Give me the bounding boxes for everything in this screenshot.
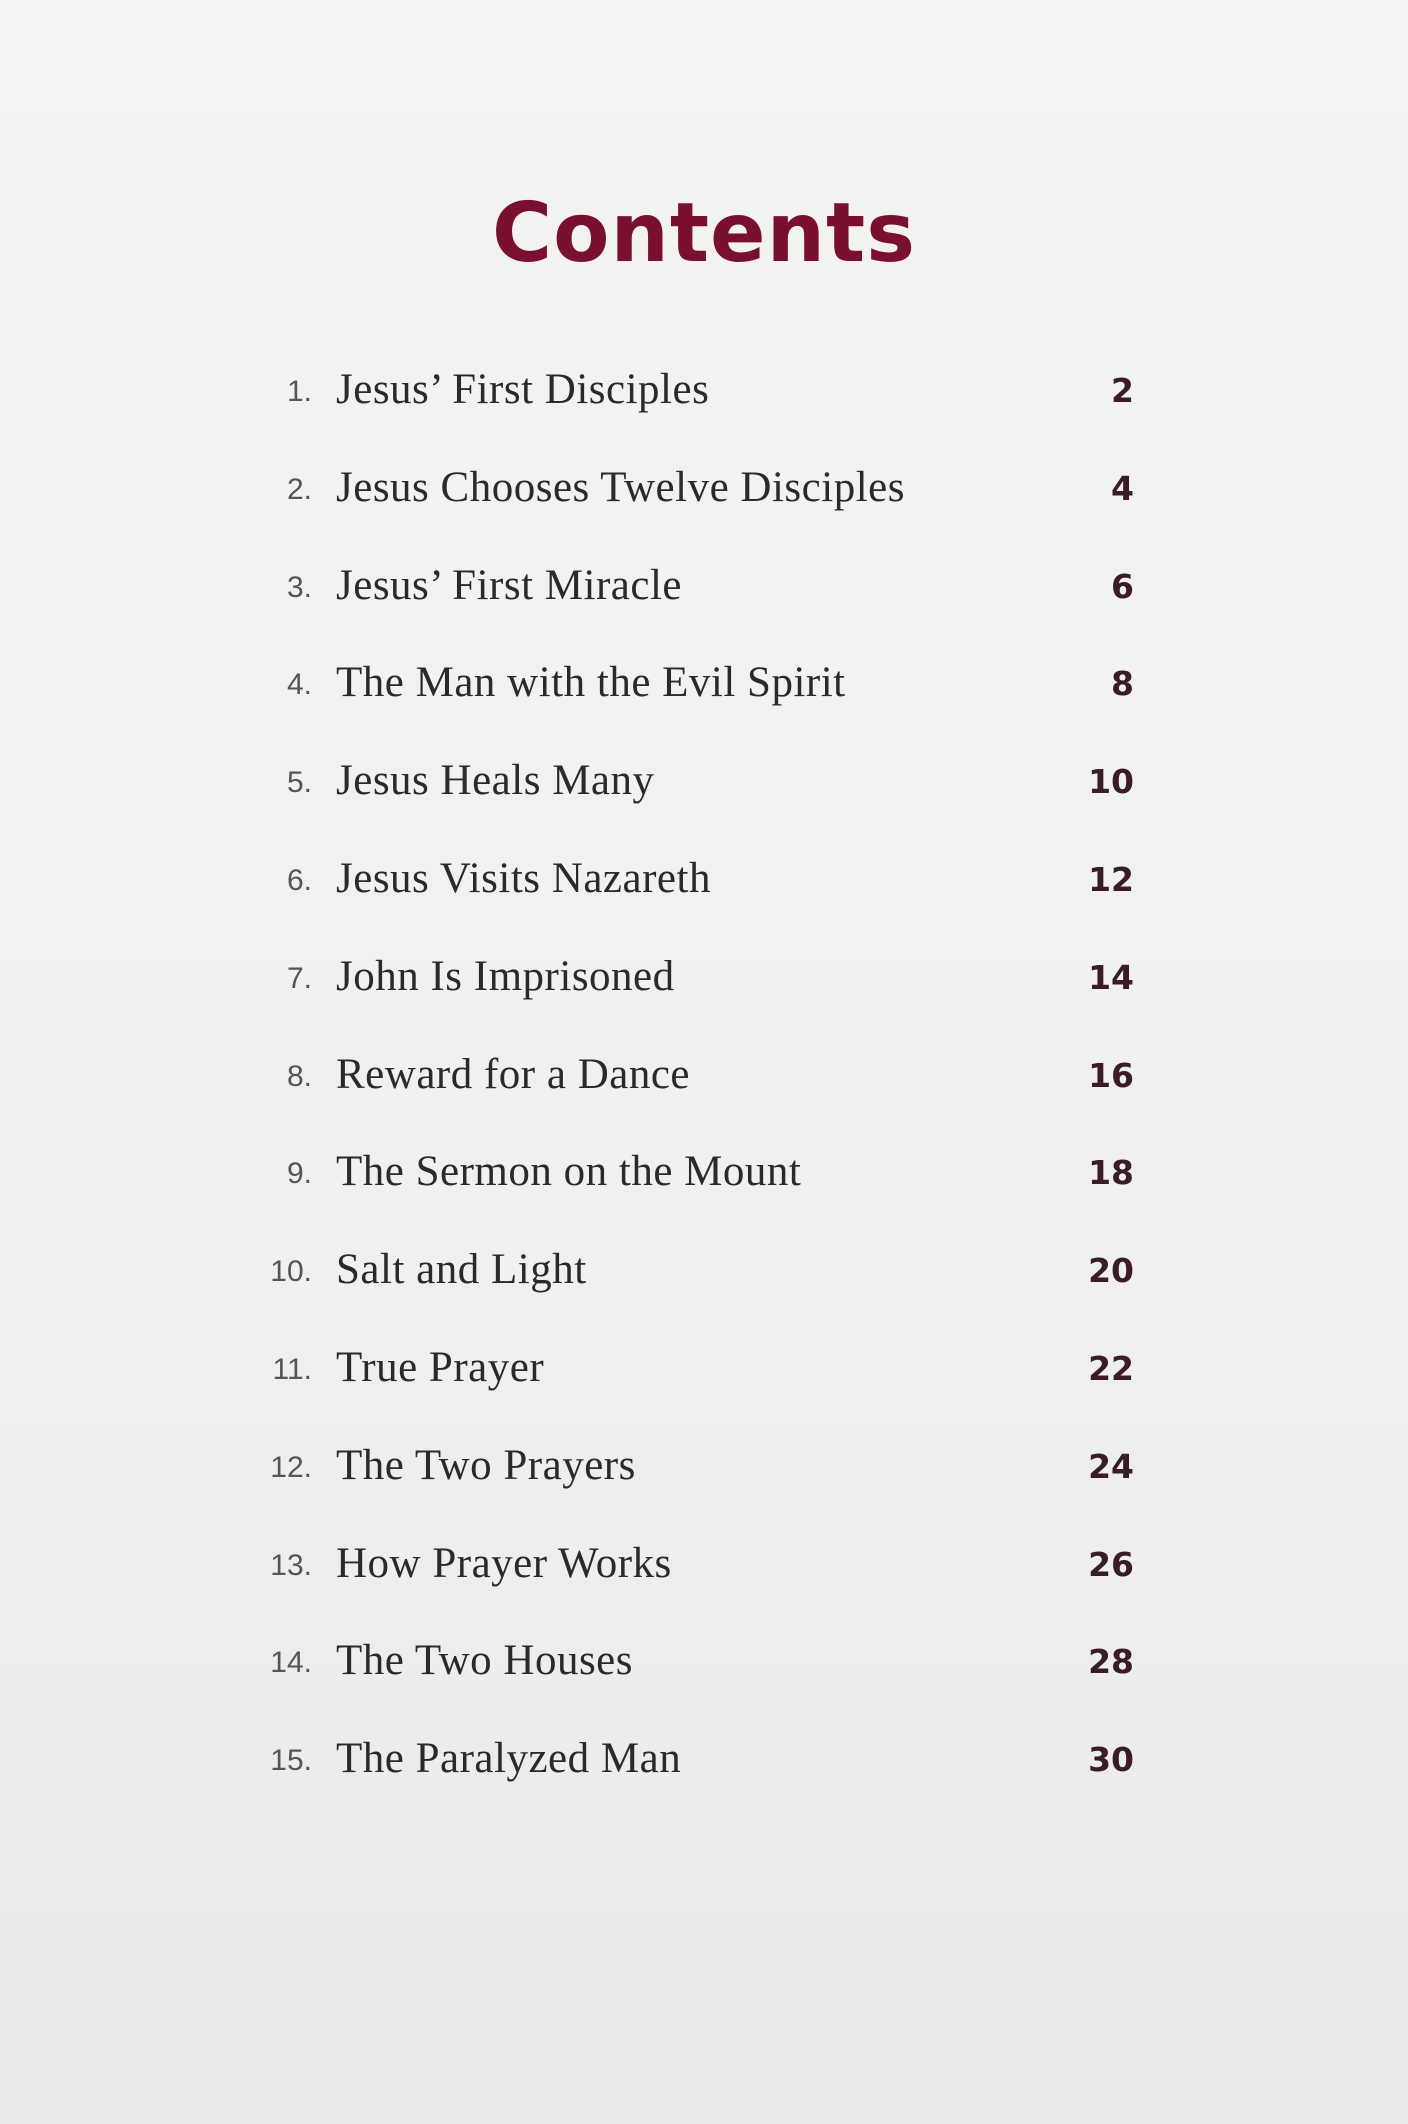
toc-entry	[0, 1050, 1408, 1110]
entry-number: 1.	[286, 375, 312, 408]
entry-title: The Two Prayers	[336, 1442, 636, 1489]
entry-title: Jesus’ First Disciples	[336, 366, 710, 413]
entry-page-number: 4	[1111, 469, 1134, 508]
entry-number: 15.	[270, 1744, 312, 1777]
entry-title: How Prayer Works	[336, 1540, 672, 1587]
entry-page-number: 14	[1088, 958, 1134, 997]
toc-entry	[0, 1245, 1408, 1305]
entry-title: Salt and Light	[336, 1246, 587, 1293]
entry-title: Reward for a Dance	[336, 1051, 691, 1098]
entry-number: 3.	[286, 571, 312, 604]
toc-entry	[0, 365, 1408, 425]
entry-number: 4.	[286, 668, 312, 701]
toc-entry	[0, 1734, 1408, 1794]
toc-entry	[0, 854, 1408, 914]
entry-title: True Prayer	[336, 1344, 545, 1391]
entry-title: The Paralyzed Man	[336, 1735, 682, 1782]
entry-number: 9.	[286, 1157, 312, 1190]
entry-number: 12.	[270, 1451, 312, 1484]
toc-entry	[0, 1343, 1408, 1403]
toc-entry	[0, 1441, 1408, 1501]
entry-page-number: 10	[1088, 762, 1134, 801]
entry-number: 13.	[270, 1549, 312, 1582]
toc-entry	[0, 658, 1408, 718]
entry-page-number: 12	[1088, 860, 1134, 899]
entry-title: Jesus’ First Miracle	[336, 562, 682, 609]
entry-title: The Sermon on the Mount	[336, 1148, 802, 1195]
entry-page-number: 30	[1088, 1740, 1134, 1779]
entry-title: The Two Houses	[336, 1637, 633, 1684]
entry-number: 6.	[286, 864, 312, 897]
entry-page-number: 26	[1088, 1545, 1134, 1584]
toc-entry	[0, 756, 1408, 816]
entry-number: 7.	[286, 962, 312, 995]
page-title: Contents	[491, 186, 917, 281]
entry-number: 10.	[270, 1255, 312, 1288]
entry-number: 11.	[272, 1353, 312, 1386]
entry-number: 2.	[286, 473, 312, 506]
entry-number: 8.	[286, 1060, 312, 1093]
entry-page-number: 22	[1088, 1349, 1134, 1388]
entry-page-number: 24	[1088, 1447, 1134, 1486]
entry-title: Jesus Heals Many	[336, 757, 655, 804]
entry-page-number: 6	[1111, 567, 1134, 606]
entry-page-number: 8	[1111, 664, 1134, 703]
toc-entry	[0, 1539, 1408, 1599]
entry-title: Jesus Chooses Twelve Disciples	[336, 464, 905, 511]
entry-number: 14.	[270, 1646, 312, 1679]
toc-entry	[0, 1636, 1408, 1696]
entry-title: Jesus Visits Nazareth	[336, 855, 711, 902]
toc-entry	[0, 463, 1408, 523]
entry-page-number: 18	[1088, 1153, 1134, 1192]
toc-entry	[0, 561, 1408, 621]
entry-title: John Is Imprisoned	[336, 953, 675, 1000]
entry-number: 5.	[286, 766, 312, 799]
entry-page-number: 28	[1088, 1642, 1134, 1681]
entry-page-number: 2	[1111, 371, 1134, 410]
entry-page-number: 20	[1088, 1251, 1134, 1290]
toc-entry	[0, 1147, 1408, 1207]
entry-title: The Man with the Evil Spirit	[336, 659, 846, 706]
entry-page-number: 16	[1088, 1056, 1134, 1095]
toc-entry	[0, 952, 1408, 1012]
